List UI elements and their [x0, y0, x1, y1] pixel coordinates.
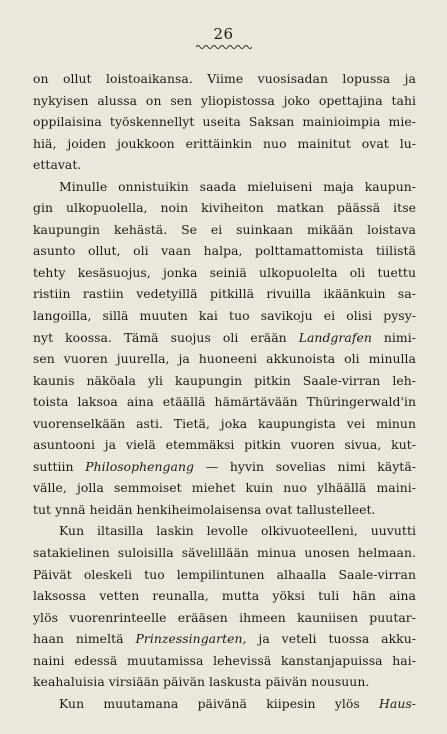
text-line: [33, 671, 416, 693]
text-line: [33, 542, 416, 564]
text-span: vuorenselkään asti. Tietä, joka kaupungista vei minun: [33, 415, 416, 431]
text-line: [33, 391, 416, 413]
text-span: — hyvin sovelias nimi käytä-: [194, 458, 416, 474]
text-span: ettavat.: [33, 157, 82, 173]
text-line: [33, 240, 416, 262]
italic-term: Prinzessingarten,: [135, 631, 247, 647]
text-line: [33, 219, 416, 241]
text-span: tehty kesäsuojus, jonka seiniä ulkopuolelta oli tuettu: [33, 264, 416, 280]
text-span: Minulle onnistuikin saada mieluiseni maja kaupun-: [59, 178, 416, 194]
italic-term: Philosophengang: [85, 458, 194, 474]
text-span: Kun iltasilla laskin levolle olkivuoteelleni, uuvutti: [59, 523, 416, 539]
text-line: [33, 305, 416, 327]
page-number: 26: [213, 25, 234, 43]
text-span: ylös vuorenrinteelle erääsen ihmeen kauniisen puutar-: [33, 609, 416, 625]
page-header: [0, 26, 447, 50]
text-span: asunto ollut, oli vaan halpa, polttamattomista tiilistä: [33, 243, 416, 259]
text-span: toista laksoa aina etäällä hämärtävään Thüringerwald'in: [33, 394, 416, 410]
text-span: suttiin: [33, 458, 86, 474]
text-span: kaupungin kehästä. Se ei suinkaan mikään loistava: [33, 221, 416, 237]
text-span: ja veteli tuossa akku-: [246, 631, 416, 647]
text-line: [33, 607, 416, 629]
text-line: [33, 693, 416, 715]
text-line: [33, 650, 416, 672]
italic-term: Landgrafen: [298, 329, 372, 345]
text-span: nimi-: [371, 329, 416, 345]
text-line: [33, 111, 416, 133]
text-line: [33, 348, 416, 370]
wavy-ornament: [196, 44, 252, 50]
text-span: satakielinen suloisilla sävelillään minua unosen helmaan.: [33, 545, 416, 561]
text-line: [33, 628, 416, 650]
text-line: [33, 90, 416, 112]
text-span: nyt koossa. Tämä suojus oli erään: [33, 329, 299, 345]
text-line: [33, 520, 416, 542]
text-span: keahaluisia virsiään päivän laskusta päivän nousuun.: [33, 674, 370, 690]
text-line: [33, 154, 416, 176]
text-span: nykyisen alussa on sen yliopistossa joko opettajina tahi: [33, 92, 416, 108]
text-span: tut ynnä heidän henkiheimolaisensa ovat tallustelleet.: [33, 501, 376, 517]
text-line: [33, 564, 416, 586]
text-line: [33, 283, 416, 305]
text-span: haan nimeltä: [33, 631, 136, 647]
text-line: [33, 477, 416, 499]
text-span: välle, jolla semmoiset miehet kuin nuo ylhäällä maini-: [33, 480, 416, 496]
text-span: asuntooni ja vielä etemmäksi pitkin vuoren sivua, kut-: [33, 437, 416, 453]
text-line: [33, 262, 416, 284]
text-line: [33, 434, 416, 456]
text-line: [33, 499, 416, 521]
text-line: [33, 176, 416, 198]
text-line: [33, 68, 416, 90]
text-line: [33, 197, 416, 219]
text-span: kaunis näköala yli kaupungin pitkin Saale-virran leh-: [33, 372, 416, 388]
text-span: Päivät oleskeli tuo lempilintunen alhaalla Saale-virran: [33, 566, 416, 582]
text-line: [33, 413, 416, 435]
text-line: [33, 370, 416, 392]
text-span: oppilaisina työskennellyt useita Saksan mainioimpia mie-: [33, 114, 416, 130]
text-span: hiä, joiden joukkoon erittäinkin nuo mainitut ovat lu-: [33, 135, 416, 151]
text-line: [33, 133, 416, 155]
text-span: gin ulkopuolella, noin kiviheiton matkan päässä itse: [33, 200, 416, 216]
text-span: ristiin rastiin vedetyillä pitkillä rivuilla ikäänkuin sa-: [33, 286, 416, 302]
text-span: naini edessä muutamissa lehevissä kanstanjapuissa hai-: [33, 652, 416, 668]
text-span: Kun muutamana päivänä kiipesin ylös: [59, 695, 380, 711]
text-line: [33, 585, 416, 607]
italic-term: Haus-: [379, 695, 416, 711]
text-span: sen vuoren juurella, ja huoneeni akkunoista oli minulla: [33, 351, 416, 367]
text-line: [33, 327, 416, 349]
text-line: [33, 456, 416, 478]
text-span: laksossa vetten reunalla, mutta yöksi tuli hän aina: [33, 588, 416, 604]
body-text: [33, 68, 416, 714]
text-span: langoilla, sillä muuten kai tuo savikoju ei olisi pysy-: [33, 308, 416, 324]
text-span: on ollut loistoaikansa. Viime vuosisadan lopussa ja: [33, 71, 416, 86]
